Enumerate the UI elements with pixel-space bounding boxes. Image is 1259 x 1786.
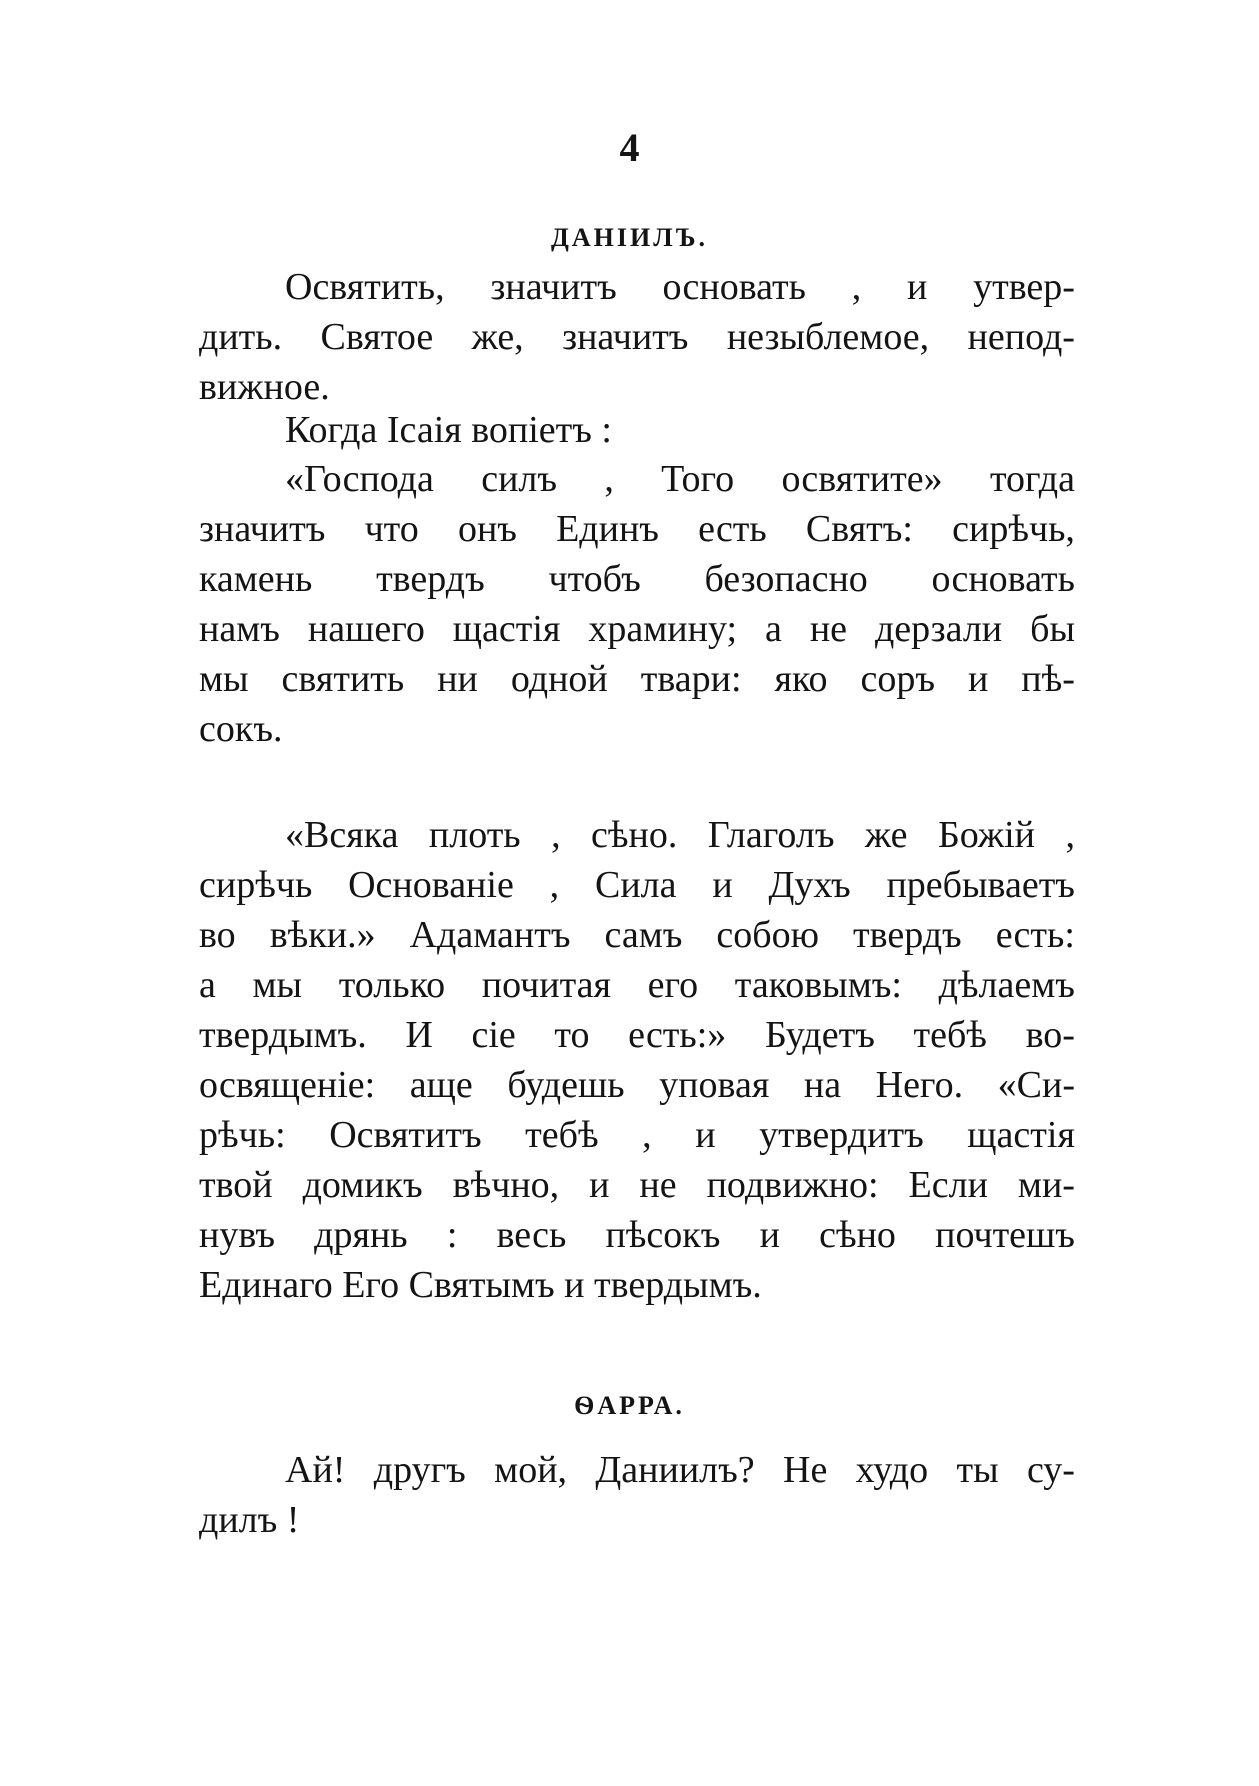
text-line: намъ нашего щастія храмину; а не дерзали бы [199, 608, 1075, 650]
page-number: 4 [619, 125, 640, 170]
text-line: рѣчь: Освятитъ тебѣ , и утвердитъ щастія [199, 1114, 1075, 1156]
text-line: «Господа силъ , Того освятите» тогда [285, 458, 1075, 500]
text-line: «Всяка плоть , сѣно. Глаголъ же Божій , [285, 814, 1075, 856]
text-line: твердымъ. И сіе то есть:» Будетъ тебѣ во- [199, 1014, 1075, 1056]
paragraph-2 [199, 405, 1075, 455]
text-line: твой домикъ вѣчно, и не подвижно: Если ми- [199, 1164, 1075, 1206]
text-line: Освятить, значитъ основать , и утвер- [285, 266, 1075, 308]
text-line: освященіе: аще будешь уповая на Него. «Си- [199, 1064, 1075, 1106]
text-line: значитъ что онъ Единъ есть Святъ: сирѣчь, [199, 508, 1075, 550]
text-line: во вѣки.» Адамантъ самъ собою твердъ есть: [199, 914, 1075, 956]
text-line: сокъ. [199, 708, 283, 750]
text-line: мы святить ни одной твари: яко соръ и пѣ- [199, 658, 1075, 700]
paragraph-4 [199, 810, 1075, 1310]
text-line: а мы только почитая его таковымъ: дѣлаемъ [199, 964, 1075, 1006]
paragraph-5 [199, 1445, 1075, 1545]
text-line: нувъ дрянь : весь пѣсокъ и сѣно почтешъ [199, 1214, 1075, 1256]
text-line: Единаго Его Святымъ и твердымъ. [199, 1264, 762, 1306]
text-line: дить. Святое же, значитъ незыблемое, непод- [199, 316, 1075, 358]
text-line: Когда Ісаія вопіетъ : [285, 409, 612, 451]
speaker-heading-daniil: ДАНІИЛЪ. [551, 223, 708, 252]
text-line: сирѣчь Основаніе , Сила и Духъ пребываетъ [199, 864, 1075, 906]
text-line: дилъ ! [199, 1499, 300, 1541]
paragraph-1 [199, 262, 1075, 412]
text-line: камень твердъ чтобъ безопасно основать [199, 558, 1075, 600]
text-line: вижное. [199, 366, 330, 408]
paragraph-3 [199, 454, 1075, 754]
text-line: Ай! другъ мой, Даниилъ? Не худо ты су- [285, 1449, 1075, 1491]
speaker-heading-farra: ѲАРРА. [574, 1391, 685, 1420]
